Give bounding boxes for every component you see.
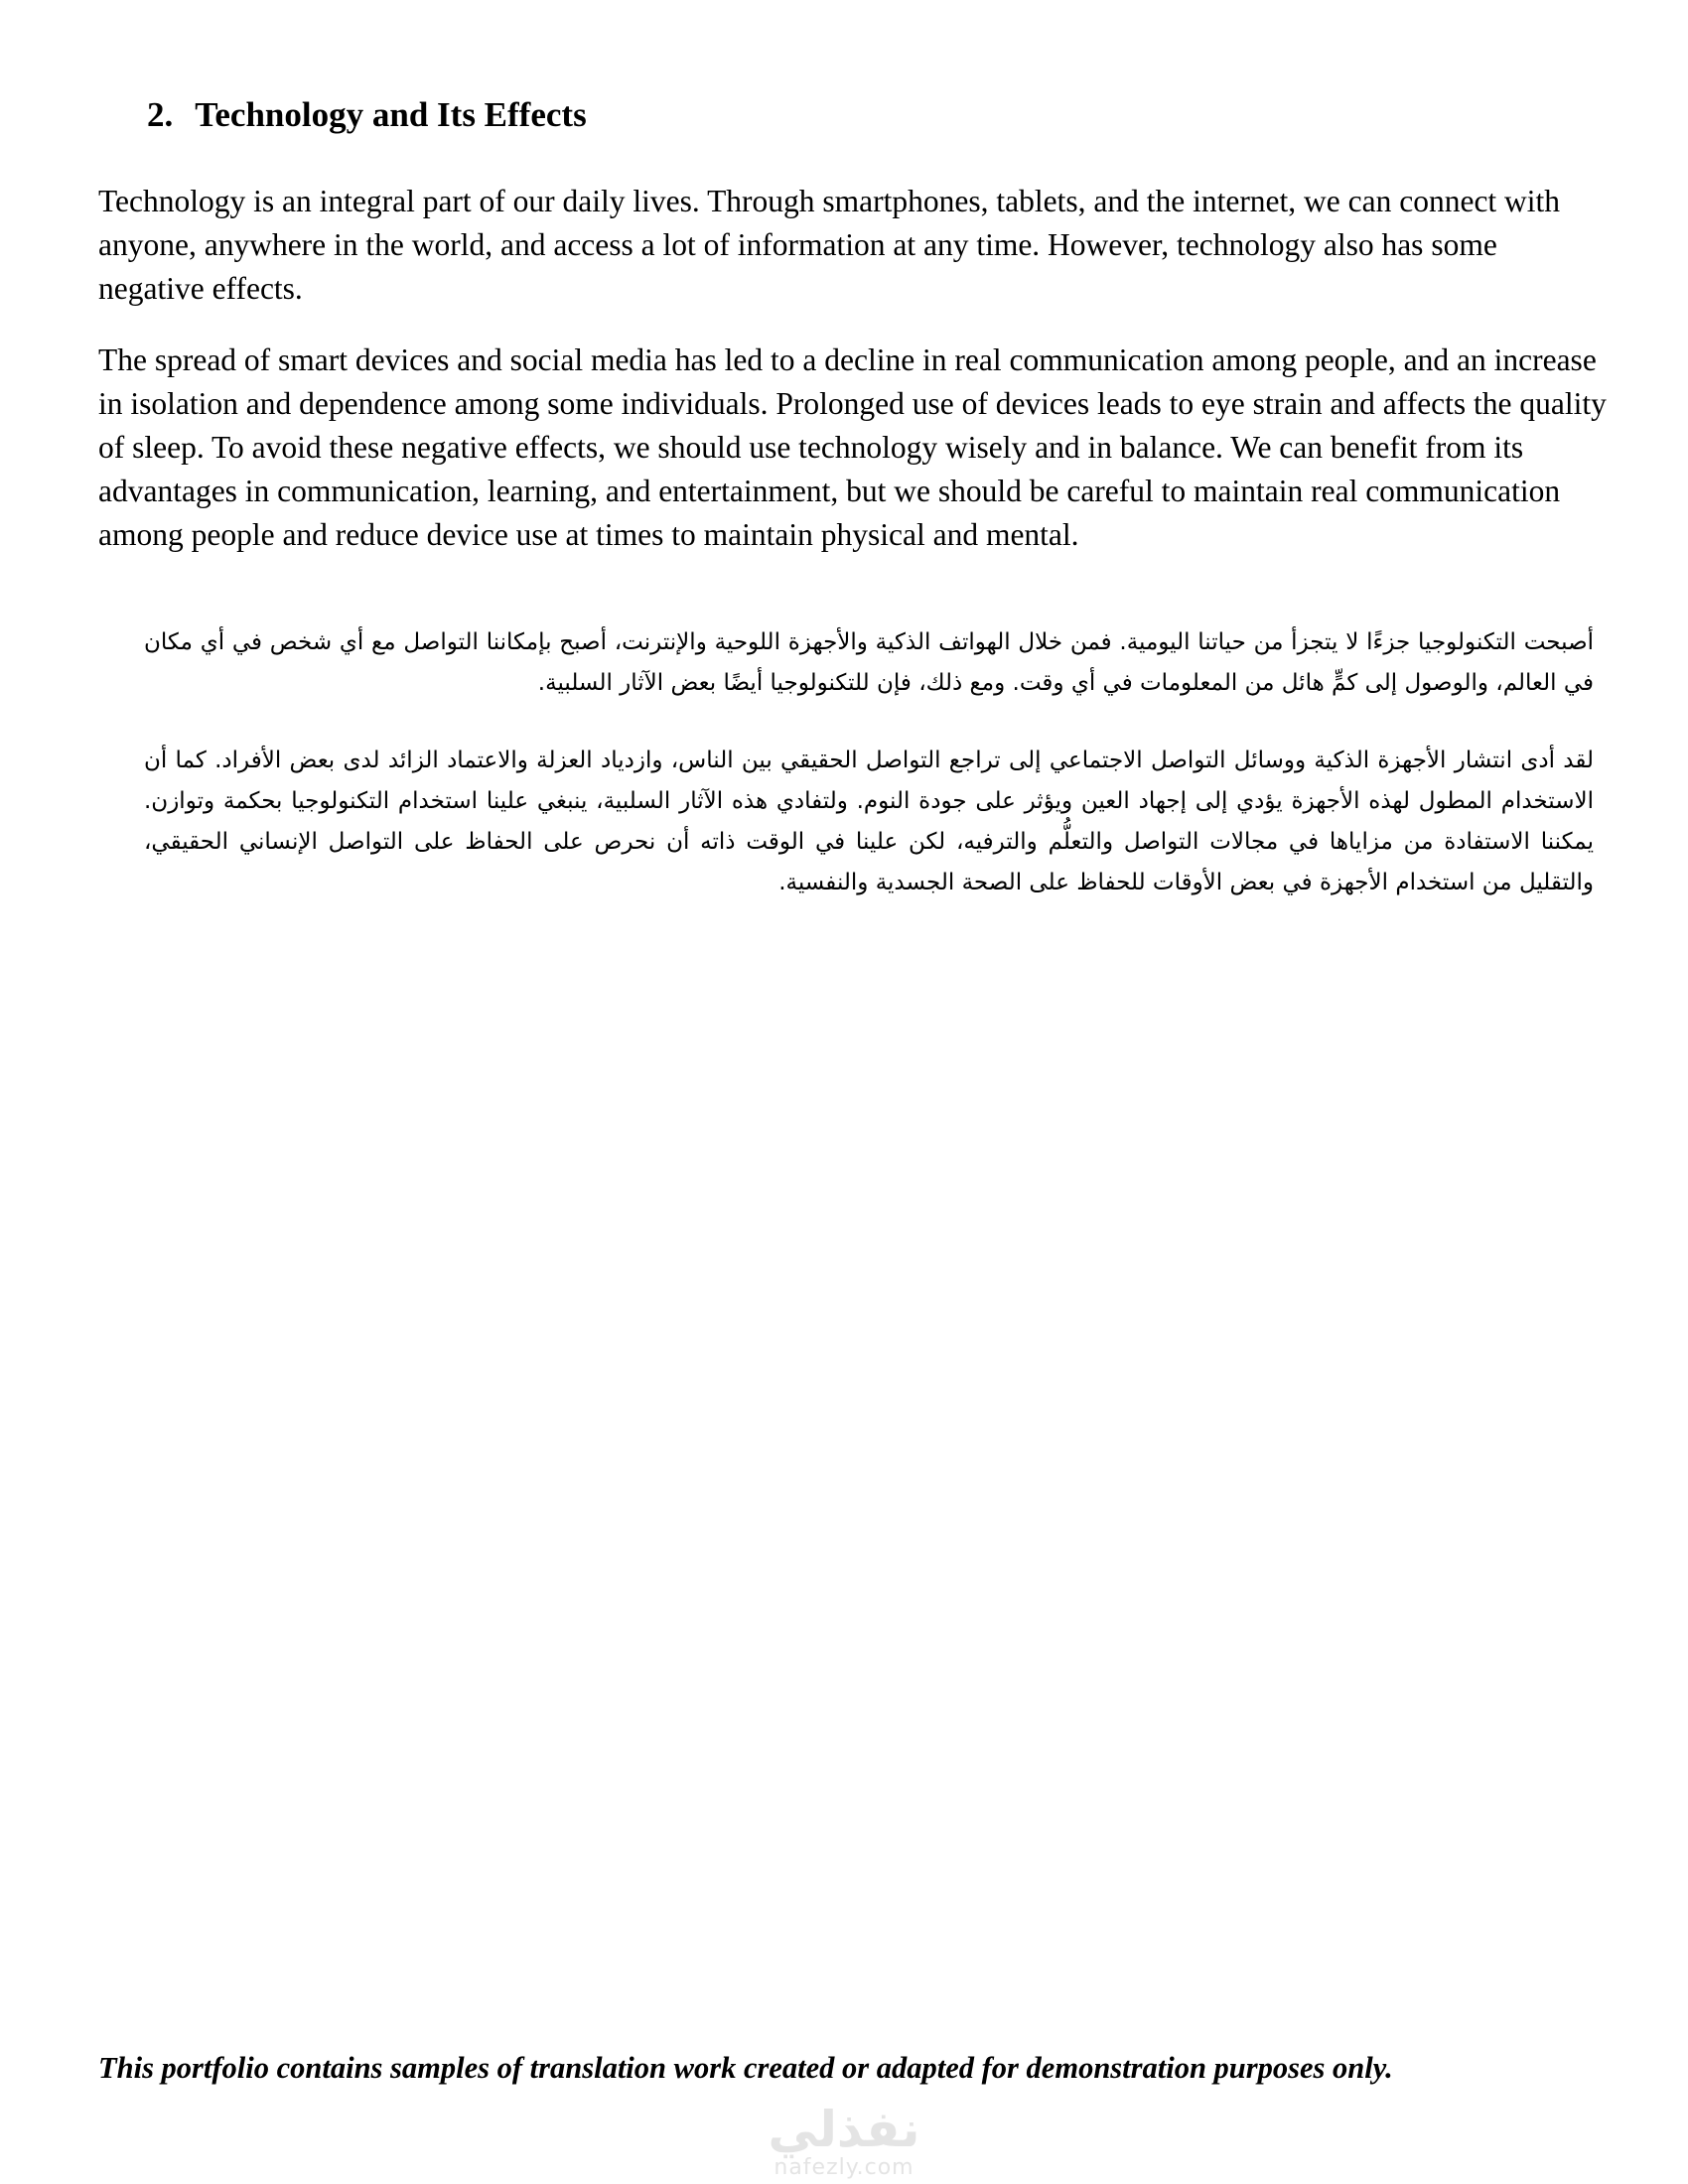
- watermark-arabic-text: نفذلي: [768, 2101, 920, 2158]
- section-heading: [147, 95, 587, 135]
- portfolio-disclaimer: This portfolio contains samples of translation work created or adapted for demonstration purposes only.: [98, 2051, 1393, 2085]
- arabic-paragraph-2: لقد أدى انتشار الأجهزة الذكية ووسائل التواصل الاجتماعي إلى تراجع التواصل الحقيقي بين الناس، وازدياد العزلة والاعتماد الزائد لدى بعض الأفراد. كما أن الاستخدام المطول لهذه الأجهزة يؤدي إلى إجهاد العين ويؤثر على جودة النوم. ولتفادي هذه الآثار السلبية، ينبغي علينا استخدام التكنولوجيا بحكمة وتوازن. يمكننا الاستفادة من مزاياها في مجالات التواصل والتعلُّم والترفيه، لكن علينا في الوقت ذاته أن نحرص على الحفاظ على التواصل الإنساني الحقيقي، والتقليل من استخدام الأجهزة في بعض الأوقات للحفاظ على الصحة الجسدية والنفسية.: [144, 748, 1594, 895]
- arabic-paragraph-1: أصبحت التكنولوجيا جزءًا لا يتجزأ من حياتنا اليومية. فمن خلال الهواتف الذكية والأجهزة اللوحية والإنترنت، أصبح بإمكاننا التواصل مع أي شخص في أي مكان في العالم، والوصول إلى كمٍّ هائل من المعلومات في أي وقت. ومع ذلك، فإن للتكنولوجيا أيضًا بعض الآثار السلبية.: [144, 629, 1594, 696]
- watermark-latin-text: nafezly.com: [774, 2155, 914, 2180]
- english-paragraph-2: The spread of smart devices and social media has led to a decline in real communication among people, and an increase in isolation and dependence among some individuals. Prolonged use of devices leads to eye strain and affects the quality of sleep. To avoid these negative effects, we should use technology wisely and in balance. We can benefit from its advantages in communication, learning, and entertainment, but we should be careful to maintain real communication among people and reduce device use at times to maintain physical and mental.: [98, 342, 1607, 552]
- section-number: 2.: [147, 95, 174, 134]
- english-paragraph-1: Technology is an integral part of our daily lives. Through smartphones, tablets, and the internet, we can connect with anyone, anywhere in the world, and access a lot of information at any time. However, technology also has some negative effects.: [98, 184, 1561, 306]
- nafezly-watermark-logo: [735, 2103, 953, 2182]
- section-title: Technology and Its Effects: [195, 95, 587, 134]
